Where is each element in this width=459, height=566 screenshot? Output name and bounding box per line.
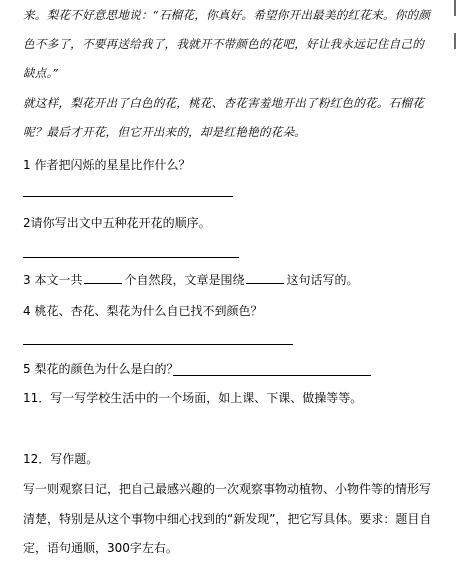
story-line: 就这样，梨花开出了白色的花，桃花、杏花害羞地开出了粉红色的花。石榴花 <box>23 96 424 110</box>
question-3-text-b: 个自然段，文章是围绕 <box>124 273 245 287</box>
question-5: 5 梨花的颜色为什么是白的？ <box>23 362 179 376</box>
story-line: 来。梨花不好意思地说：“石榴花，你真好。希望你开出最美的红花来。你的颜 <box>23 8 431 22</box>
question-12-line: 清楚，特别是从这个事物中细心找到的“新发现”，把它写具体。要求：题目自 <box>23 512 432 526</box>
question-2: 2请你写出文中五种花开花的顺序。 <box>23 216 211 230</box>
question-3 <box>23 274 358 286</box>
story-line: 色不多了，不要再送给我了，我就开不带颜色的花吧，好让我永远记住自己的 <box>23 37 424 51</box>
question-11: 11．写一写学校生活中的一个场面，如上课、下课、做操等等。 <box>23 391 363 405</box>
story-line: 缺点。” <box>23 66 59 80</box>
page-edge-marker <box>454 0 456 16</box>
question-12: 12．写作题。 <box>23 452 99 466</box>
question-4: 4 桃花、杏花、梨花为什么自已找不到颜色？ <box>23 304 263 318</box>
answer-blank-3a[interactable] <box>84 282 122 284</box>
page-edge-marker <box>454 33 456 49</box>
question-3-text-a: 3 本文一共 <box>23 273 83 287</box>
question-12-line: 写一则观察日记，把自己最感兴趣的一次观察事物动植物、小物件等的情形写 <box>23 482 432 496</box>
answer-line-1[interactable] <box>23 196 233 197</box>
question-3-text-c: 这句话写的。 <box>286 273 359 287</box>
story-line: 呢？最后才开花，但它开出来的，却是红艳艳的花朵。 <box>23 125 307 139</box>
answer-line-2[interactable] <box>23 257 239 258</box>
answer-line-5[interactable] <box>173 375 371 376</box>
question-12-line: 定，语句通顺，300字左右。 <box>23 541 178 555</box>
question-1: 1 作者把闪烁的星星比作什么？ <box>23 158 191 172</box>
answer-line-4[interactable] <box>23 344 293 345</box>
answer-blank-3b[interactable] <box>246 282 284 284</box>
